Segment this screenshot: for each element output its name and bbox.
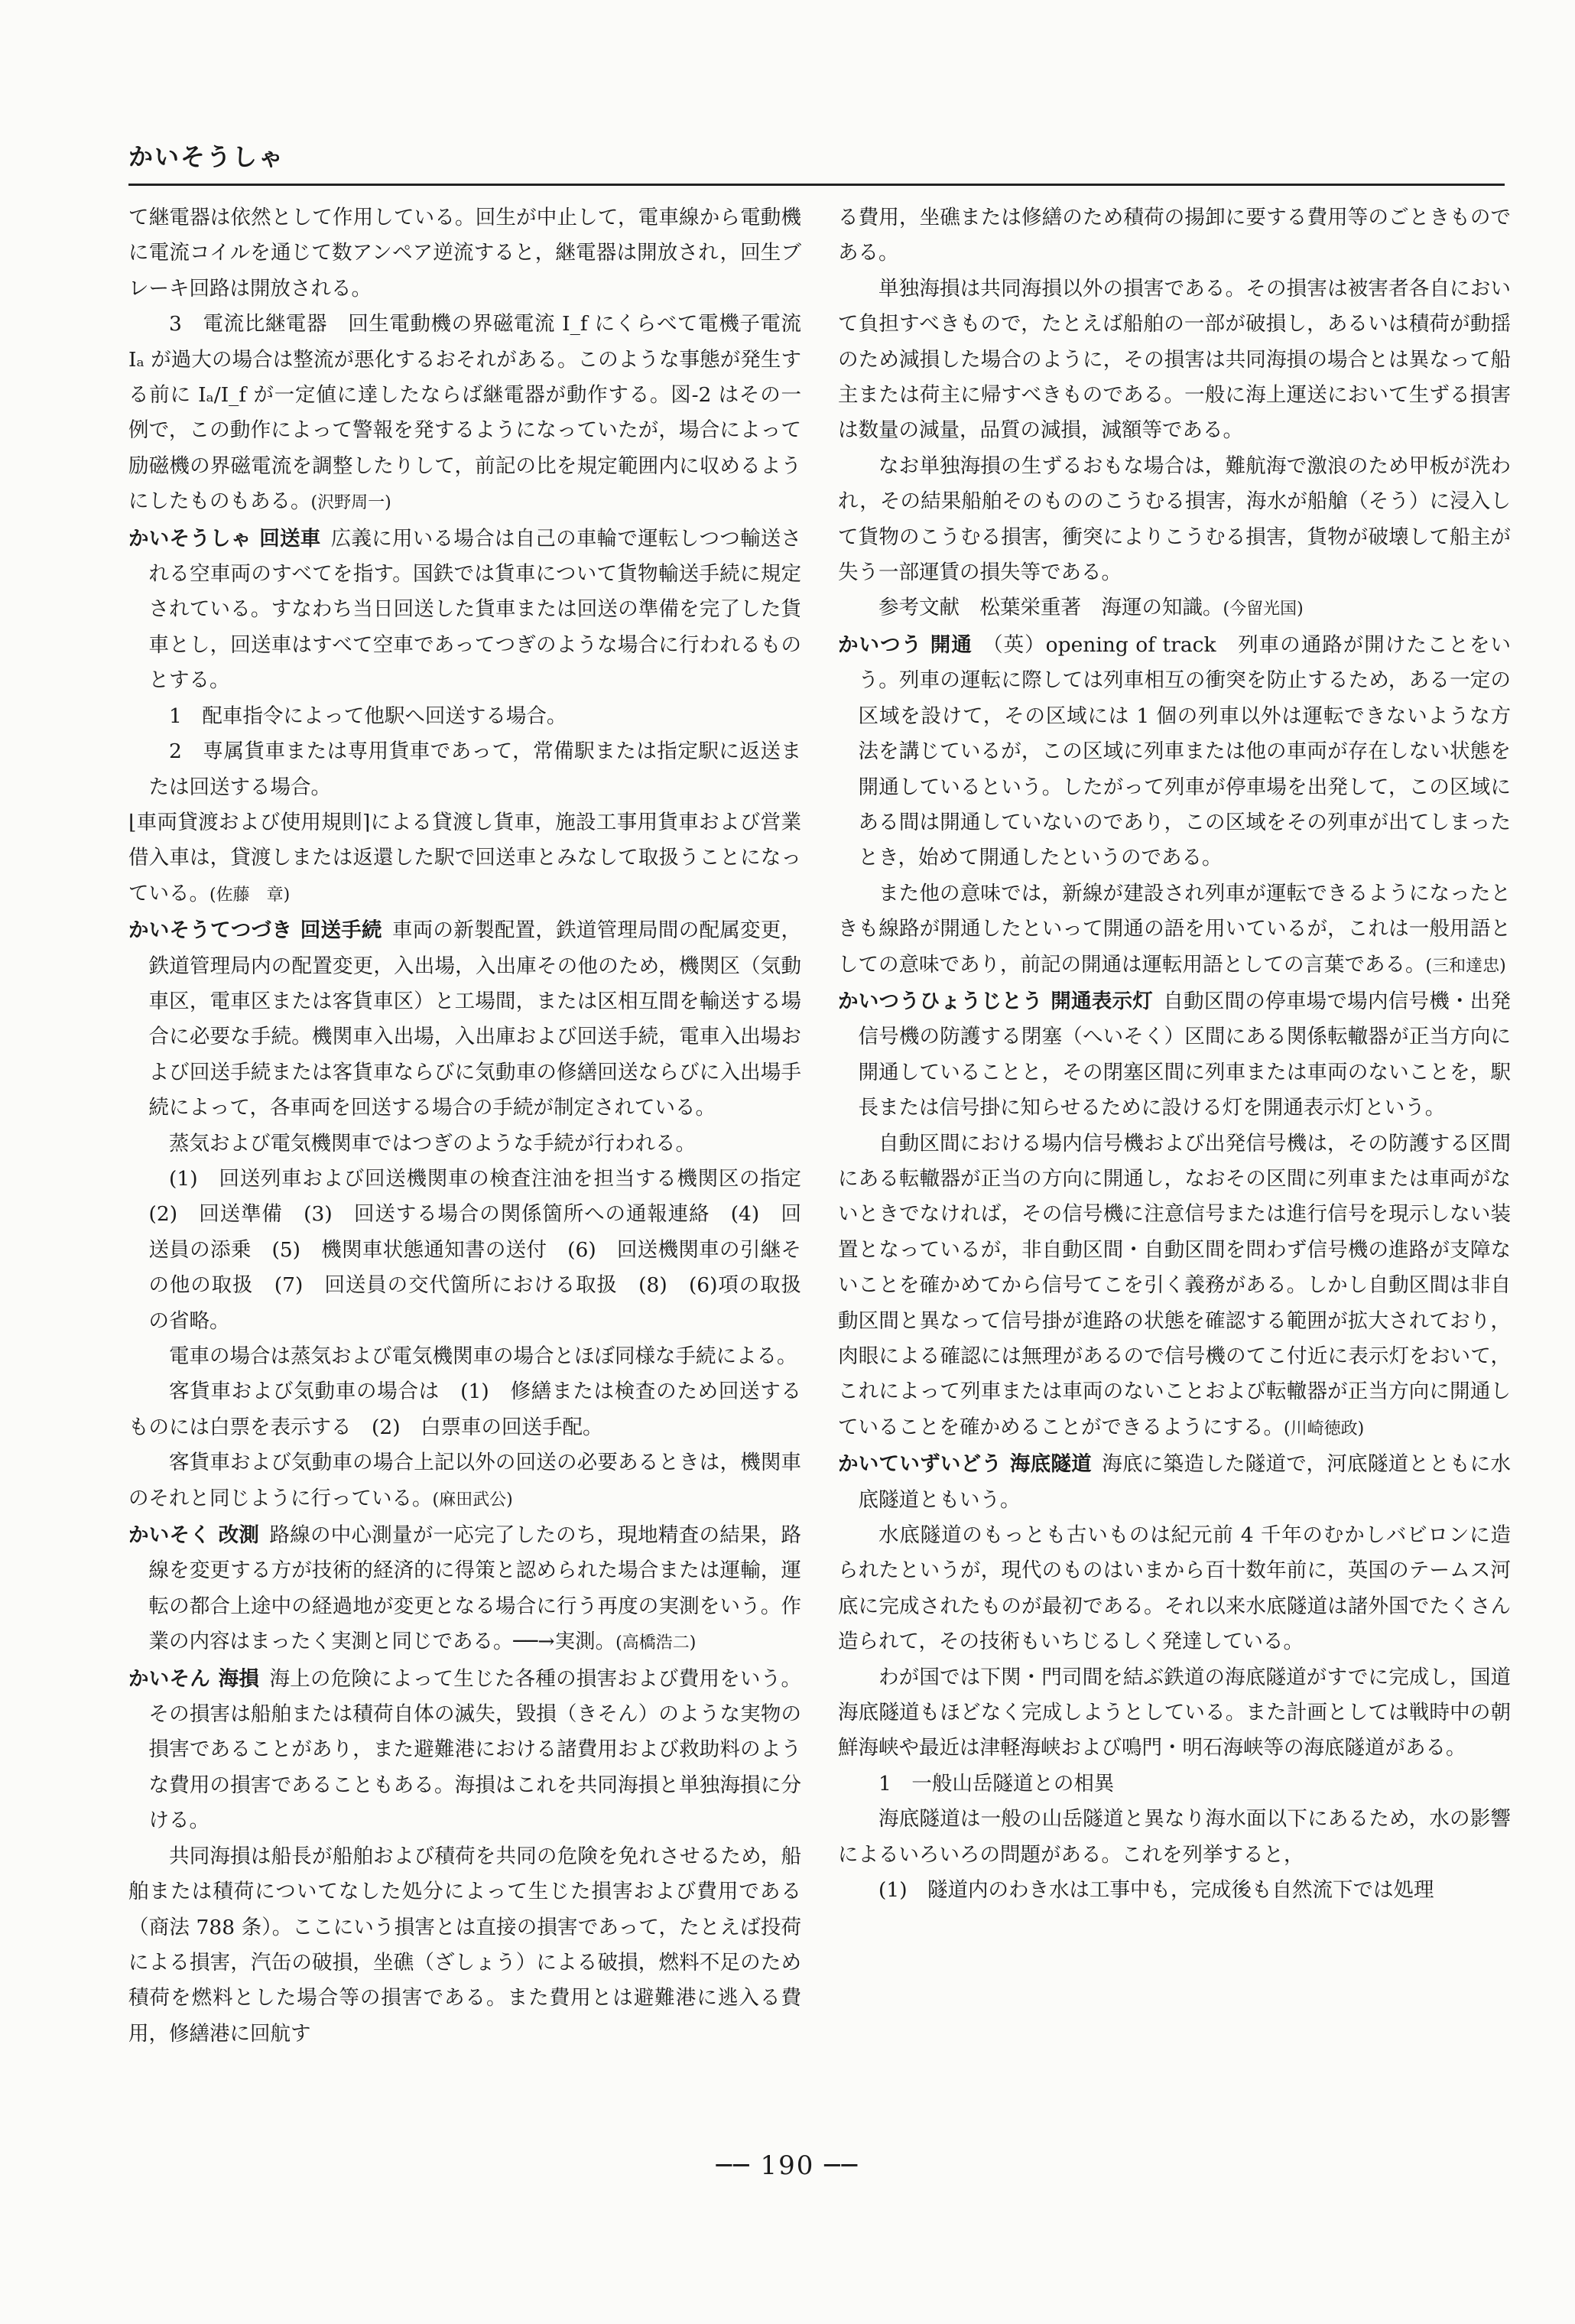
section-heading: 1 一般山岳隧道との相異 (878, 1771, 1115, 1796)
paragraph-text: 3 電流比継電器 回生電動機の界磁電流 I_f にくらべて電機子電流 Iₐ が過大の場合は整流が悪化するおそれがある。このような事態が発生する前に Iₐ/I_f が一定値に達したならば継電器が動作する。図-2 はその一例で，この動作によって警報を発するようになっていたが，場合によって励磁機の界磁電流を調整したりして，前記の比を規定範囲内に収めるようにしたものもある。 (128, 312, 801, 514)
paragraph: 水底隧道のもっとも古いものは紀元前 4 千年のむかしバビロンに造られたというが，現代のものはいまから百十数年前に，英国のテームス河底に完成されたものが最初である。それ以来水底隧道は諸外国でたくさん造られて，その技術もいちじるしく発達している。 (838, 1523, 1511, 1654)
paragraph (838, 1126, 1511, 1448)
entry-kaisousha (128, 522, 801, 699)
reference (838, 590, 1511, 627)
paragraph: 単独海損は共同海損以外の損害である。その損害は被害者各自において負担すべきもので，たとえば船舶の一部が破損し，あるいは積荷が動揺のため減損した場合のように，その損害は共同海損の場合とは異なって船主または荷主に帰すべきものである。一般に海上運送において生ずる損害は数量の減量，品質の減損，減額等である。 (838, 276, 1511, 443)
paragraph: る費用，坐礁または修繕のため積荷の揚卸に要する費用等のごときものである。 (838, 206, 1511, 265)
entry-reading: かいそく (128, 1523, 211, 1548)
right-column (838, 200, 1511, 1909)
entry-reading: かいつうひょうじとう (838, 989, 1043, 1013)
paragraph: (1) 回送列車および回送機関車の検査注油を担当する機関区の指定 (2) 回送準備 (3) 回送する場合の関係箇所への通報連絡 (4) 回送員の添乗 (5) 機関車状態通知書の送付 (6) 回送機関車の引継その他の取扱 (7) 回送員の交代箇所における取扱 (8) (6)項の取扱の省略。 (148, 1166, 822, 1333)
left-column (128, 200, 822, 2052)
entry-kaisoutetsuzuki (128, 913, 801, 1126)
entry-kaitsuu (838, 628, 1511, 876)
paragraph: わが国では下関・門司間を結ぶ鉄道の海底隧道がすでに完成し，国道海底隧道もほどなく完成しようとしている。また計画としては戦時中の朝鮮海峡や最近は津軽海峡および鳴門・明石海峡等の海底隧道がある。 (838, 1665, 1511, 1760)
author-credit: (高橋浩二) (615, 1633, 697, 1653)
entry-reading: かいていずいどう (838, 1452, 1002, 1477)
paragraph (128, 307, 801, 521)
author-credit: (佐藤 章) (209, 885, 291, 905)
paragraph (128, 805, 801, 913)
entry-term: 開通 (930, 632, 973, 657)
paragraph: 電車の場合は蒸気および電気機関車の場合とほぼ同様な手続による。 (169, 1344, 797, 1368)
paragraph: 海底隧道は一般の山岳隧道と異なり海水面以下にあるため，水の影響によるいろいろの問題がある。これを列挙すると， (838, 1807, 1511, 1867)
entry-kaison (128, 1662, 801, 1839)
paragraph: 共同海損は船長が船舶および積荷を共同の危険を免れさせるため，船舶または積荷についてなした処分によって生じた損害および費用である（商法 788 条）。ここにいう損害とは直接の損害であって，たとえば投荷による損害，汽缶の破損，坐礁（ざしょう）による破損，燃料不足のため積荷を燃料とした場合等の損害である。また費用とは避難港に逃入る費用，修繕港に回航す (128, 1844, 801, 2046)
author-credit: (川崎徳政) (1284, 1419, 1365, 1438)
paragraph-text: また他の意味では，新線が建設され列車が運転できるようになったときも線路が開通したといって開通の語を用いているが，これは一般用語としての意味であり，前記の開通は運転用語としての言葉である。 (838, 881, 1511, 977)
author-credit: (沢野周一) (310, 493, 391, 513)
entry-text: 広義に用いる場合は自己の車輪で運転しつつ輸送される空車両のすべてを指す。国鉄では貨車について貨物輸送手続に規定されている。すなわち当日回送した貨車または回送の準備を完了した貨車とし，回送車はすべて空車であってつぎのような場合に行われるものとする。 (148, 526, 802, 693)
paragraph-text: 自動区間における場内信号機および出発信号機は，その防護する区間にある転轍器が正当の方向に開通し，なおその区間に列車または車両がないときでなければ，その信号機に注意信号または進行信号を現示しない装置となっているが，非自動区間・自動区間を問わず信号機の進路が支障ないことを確かめてから信号てこを引く義務がある。しかし自動区間は非自動区間と異なって信号掛が進路の状態を確認する範囲が拡大されており，肉眼による確認には無理があるので信号機のてこ付近に表示灯をおいて，これによって列車または車両のないことおよび転轍器が正当方向に開通していることを確かめることができるようにする。 (838, 1131, 1511, 1439)
entry-reading: かいそうてつづき (128, 918, 293, 943)
author-credit: (麻田武公) (432, 1490, 513, 1510)
page-number: ── 190 ── (716, 2150, 859, 2181)
paragraph-text: 客貨車および気動車の場合上記以外の回送の必要あるときは，機関車のそれと同じように行っている。 (128, 1451, 801, 1510)
paragraph: て継電器は依然として作用している。回生が中止して，電車線から電動機に電流コイルを通じて数アンペア逆流すると，継電器は開放され，回生ブレーキ回路は開放される。 (128, 206, 801, 301)
running-head: かいそうしゃ (128, 142, 285, 171)
list-item: 2 専属貨車または専用貨車であって，常備駅または指定駅に返送または回送する場合。 (148, 739, 801, 799)
entry-term: 海底隧道 (1009, 1452, 1092, 1477)
entry-term: 海損 (218, 1666, 260, 1691)
entry-kaitsuuhyoujitou (838, 984, 1511, 1126)
paragraph: 客貨車および気動車の場合は (1) 修繕または検査のため回送するものには白票を表示する (2) 白票車の回送手配。 (128, 1380, 801, 1439)
entry-term: 改測 (218, 1523, 260, 1548)
author-credit: (三和達忠) (1425, 956, 1506, 976)
entry-reading: かいそうしゃ (128, 526, 252, 551)
list-item: (1) 隧道内のわき水は工事中も，完成後も自然流下では処理 (878, 1878, 1434, 1903)
author-credit: (今留光国) (1223, 600, 1304, 619)
entry-term: 開通表示灯 (1051, 989, 1154, 1013)
reference-text: 参考文献 松葉栄重著 海運の知識。 (878, 596, 1223, 620)
paragraph: 蒸気および電気機関車ではつぎのような手続が行われる。 (169, 1131, 696, 1155)
entry-kaisoku (128, 1518, 801, 1662)
entry-kaiteizuidou (838, 1447, 1511, 1518)
entry-text: 海上の危険によって生じた各種の損害および費用をいう。その損害は船舶または積荷自体の滅失，毀損（きそん）のような実物の損害であることがあり，また避難港における諸費用および救助料のような費用の損害であることもある。海損はこれを共同海損と単独海損に分ける。 (148, 1666, 802, 1833)
paragraph (838, 876, 1511, 984)
paragraph (128, 1445, 801, 1518)
entry-term: 回送手続 (300, 918, 382, 943)
entry-reading: かいそん (128, 1666, 211, 1691)
entry-text: 海底に築造した隧道で，河底隧道とともに水底隧道ともいう。 (858, 1452, 1512, 1512)
entry-text: （英）opening of track 列車の通路が開けたことをいう。列車の運転に際しては列車相互の衝突を防止するため，ある一定の区域を設けて，その区域には 1 個の列車以外は運転できないような方法を講じているが，この区域に列車または他の車両が存在しない状態を開通しているという。したがって列車が停車場を出発して，この区域にある間は開通していないのであり，この区域をその列車が出てしまったとき，始めて開通したというのである。 (858, 632, 1512, 870)
header-rule (128, 184, 1505, 186)
entry-text: 自動区間の停車場で場内信号機・出発信号機の防護する閉塞（へいそく）区間にある関係転轍器が正当方向に開通していることと，その閉塞区間に列車または車両のないことを，駅長または信号掛に知らせるために設ける灯を開通表示灯という。 (858, 989, 1512, 1120)
entry-reading: かいつう (838, 632, 923, 657)
entry-text: 車両の新製配置，鉄道管理局間の配属変更，鉄道管理局内の配置変更，入出場，入出庫その他のため，機関区（気動車区，電車区または客貨車区）と工場間，または区相互間を輸送する場合に必要な手続。機関車入出場，入出庫および回送手続，電車入出場および回送手続または客貨車ならびに気動車の修繕回送ならびに入出場手続によって，各車両を回送する場合の手続が制定されている。 (148, 918, 802, 1120)
paragraph-text: ⌊車両貸渡および使用規則⌉による貸渡し貨車，施設工事用貨車および営業借入車は，貸渡しまたは返還した駅で回送車とみなして取扱うことになっている。 (128, 810, 801, 905)
paragraph: なお単独海損の生ずるおもな場合は，難航海で激浪のため甲板が洗われ，その結果船舶そのもののこうむる損害，海水が船艙（そう）に浸入して貨物のこうむる損害，衝突によりこうむる損害，貨物が破壊して船主が失う一部運賃の損失等である。 (838, 453, 1511, 585)
entry-text: 路線の中心測量が一応完了したのち，現地精査の結果，路線を変更する方が技術的経済的に得策と認められた場合または運輸，運転の都合上途中の経過地が変更となる場合に行う再度の実測をいう。作業の内容はまったく実測と同じである。──→実測。 (148, 1523, 802, 1654)
list-item: 1 配車指令によって他駅へ回送する場合。 (169, 704, 567, 728)
entry-term: 回送車 (259, 526, 321, 551)
